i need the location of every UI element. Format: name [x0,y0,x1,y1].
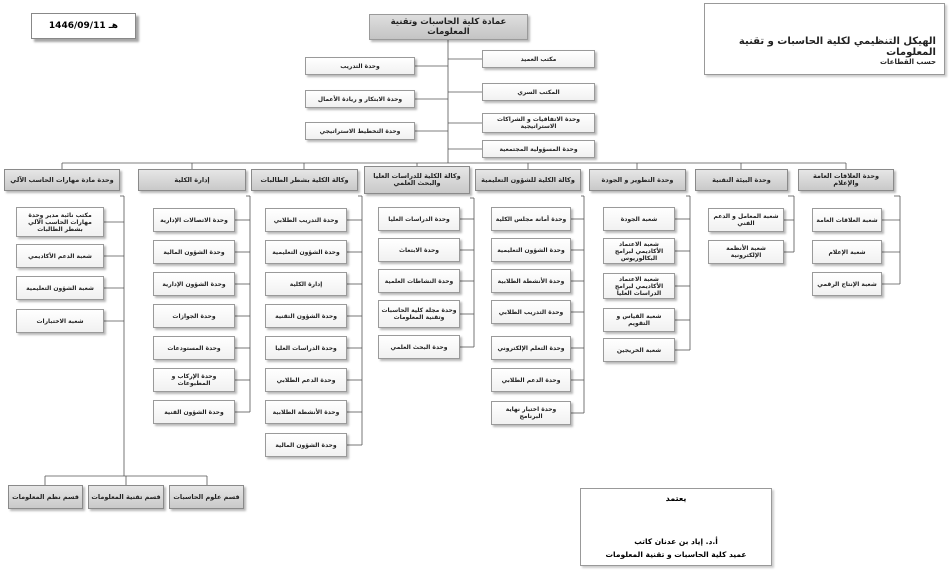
item-label: وحدة الابتعاث [398,246,440,254]
sector-header [475,169,581,191]
sector-item [603,273,675,299]
sector-item [378,335,460,359]
item-label: وحدة أمانة مجلس الكلية [495,215,567,223]
root-label: عمادة كلية الحاسبات وتقنية المعلومات [390,17,507,37]
sector-label: وكالة الكلية للشؤون التعليمية [481,175,575,184]
sector-item [16,244,104,268]
sector-item [265,368,347,392]
root-deanship [369,14,528,40]
sector-item [153,272,235,296]
item-label: مكتب نائبة مدير وحدة مهارات الحاسب الآلي بشطر الطالبات [28,211,92,233]
sector-label: وحدة مادة مهارات الحاسب الآلي [10,175,114,184]
sector-item [378,207,460,231]
sector-item [603,338,675,362]
item-label: وحدة النشاطات العلمية [384,277,454,285]
right-unit-agreements [482,113,595,133]
chart-title: الهيكل التنظيمي لكلية الحاسبات و تقنية المعلومات [738,36,936,58]
sector-item [603,207,675,231]
unit-label: مكتب العميد [520,55,557,63]
approval-name: أ.د. إياد بن عدنان كاتب [634,537,718,546]
sector-item [265,304,347,328]
item-label: وحدة التدريب الطلابي [498,308,564,316]
sector-item [491,300,571,324]
item-label: شعبة الإنتاج الرقمي [817,280,877,288]
sector-item [153,208,235,232]
chart-subtitle: حسب القطاعات [880,58,936,66]
sector-item [812,208,882,232]
item-label: شعبة المعامل و الدعم الفني [713,213,779,227]
sector-item [378,269,460,293]
item-label: شعبة الإعلام [828,248,866,256]
item-label: شعبة الشؤون التعليمية [26,284,94,292]
sector-item [378,300,460,328]
item-label: وحدة الدعم الطلابي [501,376,561,384]
department-box [8,485,83,509]
sector-item [491,269,571,293]
item-label: وحدة الأنشطة الطلابية [497,277,565,285]
item-label: شعبة الاعتماد الأكاديمي لبرامج الدراسات العليا [614,275,664,297]
item-label: وحدة مجلة كلية الحاسبات وتقنية المعلومات [381,307,457,321]
item-label: شعبة الاعتماد الأكاديمي لبرامج البكالوريوس [614,240,664,262]
item-label: وحدة الدراسات العليا [388,215,450,223]
right-unit-secret-office [482,83,595,101]
department-box [88,485,164,509]
sector-item [153,304,235,328]
sector-item [491,401,571,425]
item-label: وحدة الاتصالات الإدارية [160,216,228,224]
approval-role: عميد كلية الحاسبات و تقنية المعلومات [605,550,747,559]
sector-header [251,169,358,191]
item-label: وحدة الدراسات العليا [275,344,337,352]
sector-item [812,240,882,264]
right-unit-dean-office [482,50,595,68]
department-box [169,485,244,509]
sector-label: وحدة العلاقات العامة والإعلام [812,172,880,187]
item-label: شعبة القياس و التقويم [616,313,662,327]
sector-item [265,208,347,232]
department-label: قسم تقنية المعلومات [91,492,161,501]
item-label: وحدة التدريب الطلابي [273,216,339,224]
item-label: وحدة الشؤون الإدارية [162,280,226,288]
sector-header [695,169,788,191]
department-label: قسم نظم المعلومات [12,492,79,501]
item-label: شعبة الاختبارات [36,317,84,325]
left-unit-training [305,57,415,75]
item-label: وحدة الأنشطة الطلابية [272,408,340,416]
item-label: وحدة الشؤون التعليمية [272,248,340,256]
item-label: وحدة الشؤون الفنية [164,408,224,416]
sector-header [364,166,470,194]
sector-item [153,336,235,360]
unit-label: وحدة الابتكار و ريادة الأعمال [317,95,403,103]
title-panel [704,3,945,75]
date-text: 1446/09/11 هـ [48,21,119,31]
sector-item [265,400,347,424]
sector-item [265,433,347,457]
sector-item [153,400,235,424]
item-label: وحدة الإركاب و المطبوعات [171,373,217,387]
item-label: شعبة الأنظمة الإلكترونية [726,245,766,259]
item-label: وحدة الشؤون التعليمية [497,246,565,254]
sector-item [265,336,347,360]
sector-label: وحدة التطوير و الجودة [601,175,674,184]
sector-item [265,272,347,296]
unit-label: وحدة التخطيط الاستراتيجي [319,127,401,135]
sector-item [708,240,784,264]
item-label: وحدة المستودعات [167,344,221,352]
item-label: وحدة الشؤون المالية [275,441,337,449]
item-label: وحدة البحث العلمي [390,343,448,351]
sector-item [378,238,460,262]
item-label: وحدة اختبار نهاية البرنامج [505,406,557,420]
sector-label: وكالة الكلية بشطر الطالبات [260,175,349,184]
unit-label: وحدة المسؤولية المجتمعية [499,145,578,153]
right-unit-social-responsibility [482,140,595,158]
sector-item [708,208,784,232]
unit-label: المكتب السري [517,88,560,96]
sector-item [16,309,104,333]
sector-item [16,276,104,300]
unit-label: وحدة التدريب [340,62,380,70]
item-label: شعبة الدعم الأكاديمي [28,252,92,260]
sector-item [603,308,675,332]
sector-item [491,238,571,262]
sector-item [491,336,571,360]
sector-item [16,207,104,237]
item-label: وحدة الشؤون التقنية [275,312,337,320]
item-label: إدارة الكلية [289,280,323,288]
date-stamp [31,13,136,39]
left-unit-strategic-planning [305,122,415,140]
item-label: وحدة التعلم الإلكتروني [497,344,565,352]
approval-label: يعتمد [665,494,687,503]
sector-item [153,240,235,264]
sector-item [265,240,347,264]
approval-panel [580,488,772,566]
sector-item [153,368,235,392]
sector-item [491,368,571,392]
sector-label: وكالة الكلية للدراسات العليا والبحث العلمي [373,172,461,187]
sector-header [4,169,120,191]
sector-header [589,169,686,191]
sector-item [603,238,675,264]
sector-label: وحدة البيئة التقنية [712,175,771,184]
sector-label: إدارة الكلية [174,175,210,184]
unit-label: وحدة الاتفاقيات و الشراكات الاستراتيجية [496,116,581,130]
sector-header [798,169,894,191]
sector-item [812,272,882,296]
item-label: وحدة الشؤون المالية [163,248,225,256]
sector-header [138,169,246,191]
item-label: وحدة الجوازات [172,312,216,320]
department-label: قسم علوم الحاسبات [173,492,240,501]
item-label: وحدة الدعم الطلابي [276,376,336,384]
sector-item [491,207,571,231]
left-unit-innovation [305,90,415,108]
item-label: شعبة الخريجين [616,346,662,354]
item-label: شعبة العلاقات العامة [816,216,878,224]
item-label: شعبة الجودة [620,215,658,223]
